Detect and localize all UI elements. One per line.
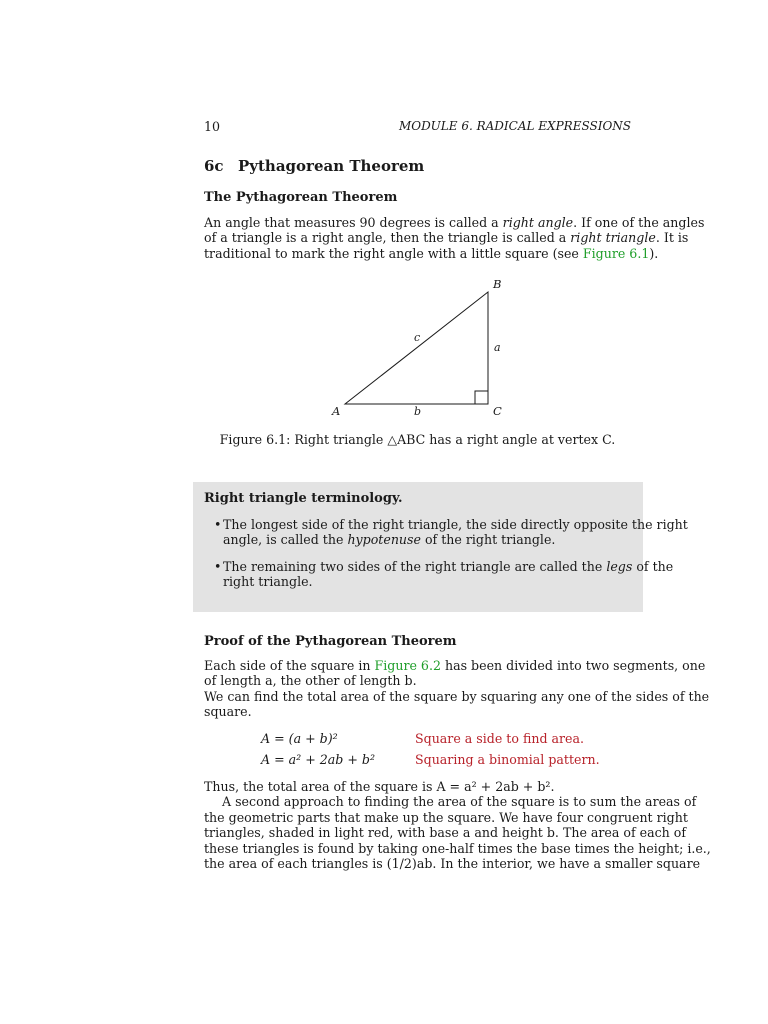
box-title: Right triangle terminology. — [204, 491, 403, 506]
section-heading — [204, 159, 424, 174]
figure-6-1-link[interactable]: Figure 6.1 — [582, 245, 650, 261]
term-hypotenuse: hypotenuse — [347, 532, 421, 548]
vertex-label-b: B — [493, 277, 502, 291]
section-title: Pythagorean Theorem — [238, 157, 425, 175]
equation-row-2 — [261, 752, 631, 770]
right-angle-marker — [475, 391, 488, 404]
figure-6-2-link[interactable]: Figure 6.2 — [374, 658, 441, 673]
bullet-hypotenuse: • The longest side of the right triangle, the side directly opposite the right angle, is called the hypotenuse of the right triangle. — [214, 517, 688, 548]
terminology-box — [193, 482, 688, 612]
side-label-b: b — [414, 405, 422, 418]
subsection-heading: The Pythagorean Theorem — [204, 190, 398, 205]
running-title: MODULE 6. RADICAL EXPRESSIONS — [398, 119, 631, 133]
page-number: 10 — [204, 119, 221, 134]
running-header — [204, 119, 631, 135]
term-right-triangle: right triangle — [570, 230, 656, 246]
bullet-dot-icon: • — [214, 559, 222, 574]
term-legs: legs — [606, 559, 633, 574]
equation-2-note: Squaring a binomial pattern. — [415, 752, 600, 767]
equation-2: A = a² + 2ab + b² — [261, 752, 376, 767]
side-label-a: a — [494, 341, 501, 354]
side-label-c: c — [414, 331, 421, 344]
bullet-legs: • The remaining two sides of the right triangle are called the legs of the right triangle. — [214, 559, 674, 590]
equation-1: A = (a + b)² — [261, 731, 338, 746]
vertex-label-c: C — [493, 404, 502, 418]
section-number: 6c — [204, 157, 224, 175]
term-right-angle: right angle — [502, 215, 574, 230]
triangle-shape — [345, 292, 488, 404]
vertex-label-a: A — [332, 404, 341, 418]
proof-paragraph-1: Each side of the square in Figure 6.2 has been divided into two segments, one of length a, the other of length b. We can find the total area of the square by squaring any one of the sides of the square. — [204, 658, 710, 720]
subsection-heading-proof: Proof of the Pythagorean Theorem — [204, 634, 457, 649]
proof-paragraph-2: Thus, the total area of the square is A = a² + 2ab + b². A second approach to finding the area of the square is to sum the areas of the geometric parts that make up the square. We have four congruent right triangles, shaded in light red, with base a and height b. The area of each of these triangles is found by taking one-half times the base times the height; i.e., the area of each triangles is (1/2)ab. In the interior, we have a smaller square — [204, 779, 711, 872]
bullet-dot-icon: • — [214, 517, 222, 532]
figure-caption: Figure 6.1: Right triangle △ABC has a right angle at vertex C. — [219, 432, 616, 447]
equation-row-1 — [261, 731, 631, 749]
intro-paragraph: An angle that measures 90 degrees is called a right angle. If one of the angles of a triangle is a right angle, then the triangle is called a right triangle. It is traditional to mark the right angle with a little square (see Figure 6.1). — [204, 215, 705, 261]
right-triangle-figure — [328, 272, 513, 422]
equation-1-note: Square a side to find area. — [415, 731, 585, 746]
